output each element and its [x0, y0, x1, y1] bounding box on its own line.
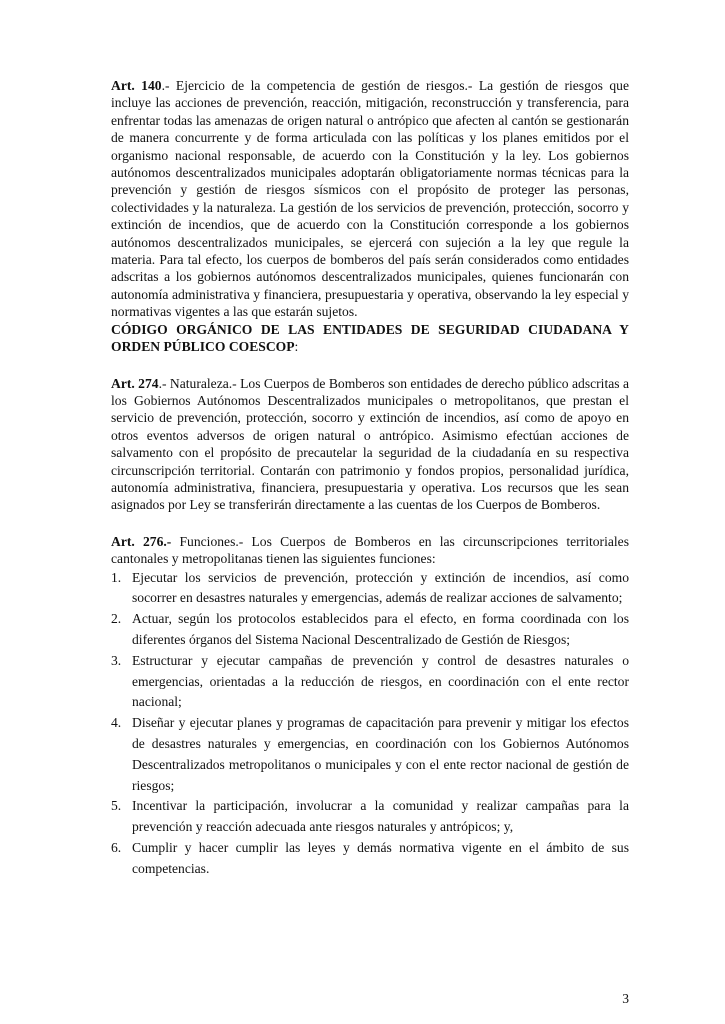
page-number: 3 — [622, 991, 629, 1006]
functions-list — [111, 568, 629, 880]
article-274-paragraph — [111, 375, 629, 514]
list-item-text: Ejecutar los servicios de prevención, protección y extinción de incendios, así como socorrer en desastres naturales y emergencias, además de realizar acciones de salvamento; — [132, 569, 629, 606]
list-item-text: Cumplir y hacer cumplir las leyes y demás normativa vigente en el ámbito de sus competencias. — [132, 839, 629, 876]
article-274-label: Art. 274 — [111, 375, 159, 391]
list-item — [111, 651, 629, 713]
list-item-text: Estructurar y ejecutar campañas de prevención y control de desastres naturales o emergencias, orientadas a la reducción de riesgos, en coordinación con el ente rector nacional; — [132, 652, 629, 710]
section-heading — [111, 321, 629, 356]
section-heading-title: CÓDIGO ORGÁNICO DE LAS ENTIDADES DE SEGURIDAD CIUDADANA Y ORDEN PÚBLICO COESCOP — [111, 321, 629, 355]
article-276-paragraph — [111, 533, 629, 568]
article-140-text: .- Ejercicio de la competencia de gestión de riesgos.- La gestión de riesgos que incluye las acciones de prevención, reacción, mitigación, reconstrucción y transferencia, para enfrentar todas las amenazas de origen natural o antrópico que afecten al cantón se gestionarán de manera concurrente y de forma articulada con las políticas y los planes emitidos por el organismo nacional responsable, de acuerdo con la Constitución y la ley. Los gobiernos autónomos descentralizados municipales adoptarán obligatoriamente normas técnicas para la prevención y gestión de riesgos sísmicos con el propósito de proteger las personas, colectividades y la naturaleza. La gestión de los servicios de prevención, protección, socorro y extinción de incendios, que de acuerdo con la Constitución corresponde a los gobiernos autónomos descentralizados municipales, se ejercerá con sujeción a la ley que regule la materia. Para tal efecto, los cuerpos de bomberos del país serán considerados como entidades adscritas a los gobiernos autónomos descentralizados municipales, quienes funcionarán con autonomía administrativa y financiera, presupuestaria y operativa, observando la ley especial y normativas vigentes a las que estarán sujetos. — [111, 78, 629, 320]
section-heading-suffix: : — [294, 339, 299, 355]
list-item — [111, 838, 629, 880]
list-item-number: 5. — [111, 798, 122, 814]
list-item — [111, 609, 629, 651]
list-item-text: Diseñar y ejecutar planes y programas de capacitación para prevenir y mitigar los efectos de desastres naturales y emergencias, en coordinación con los Gobiernos Autónomos Descentralizados metropolitanos o municipales y con el ente rector nacional de gestión de riesgos; — [132, 715, 629, 793]
list-item-number: 2. — [111, 611, 122, 627]
list-item — [111, 796, 629, 838]
article-140-paragraph — [111, 77, 629, 321]
article-276-label: Art. 276.- — [111, 533, 172, 549]
list-item — [111, 568, 629, 610]
list-item-number: 1. — [111, 569, 122, 585]
list-item-text: Actuar, según los protocolos establecidos para el efecto, en forma coordinada con los diferentes órganos del Sistema Nacional Descentralizado de Gestión de Riesgos; — [132, 611, 629, 647]
article-274-text: .- Naturaleza.- Los Cuerpos de Bomberos son entidades de derecho público adscritas a los Gobiernos Autónomos Descentralizados municipales o metropolitanos, que prestan el servicio de prevención, protección, socorro y extinción de incendios, así como de apoyo en otros eventos adversos de origen natural o antrópico. Asimismo efectúan acciones de salvamento con el propósito de precautelar la seguridad de la ciudadanía en su respectiva circunscripción territorial. Contarán con patrimonio y fondos propios, personalidad jurídica, autonomía administrativa, financiera, presupuestaria y operativa. Los recursos que les sean asignados por Ley se transferirán directamente a las cuentas de los Cuerpos de Bomberos. — [111, 375, 629, 513]
list-item — [111, 713, 629, 796]
article-140-label: Art. 140 — [111, 78, 162, 93]
article-276-text: Funciones.- Los Cuerpos de Bomberos en las circunscripciones territoriales cantonales y metropolitanas tienen las siguientes funciones: — [111, 533, 629, 567]
list-item-number: 3. — [111, 652, 122, 668]
list-item-number: 4. — [111, 715, 122, 731]
list-item-text: Incentivar la participación, involucrar a la comunidad y realizar campañas para la prevención y reacción adecuada ante riesgos naturales y antrópicos; y, — [132, 798, 629, 835]
list-item-number: 6. — [111, 839, 122, 855]
